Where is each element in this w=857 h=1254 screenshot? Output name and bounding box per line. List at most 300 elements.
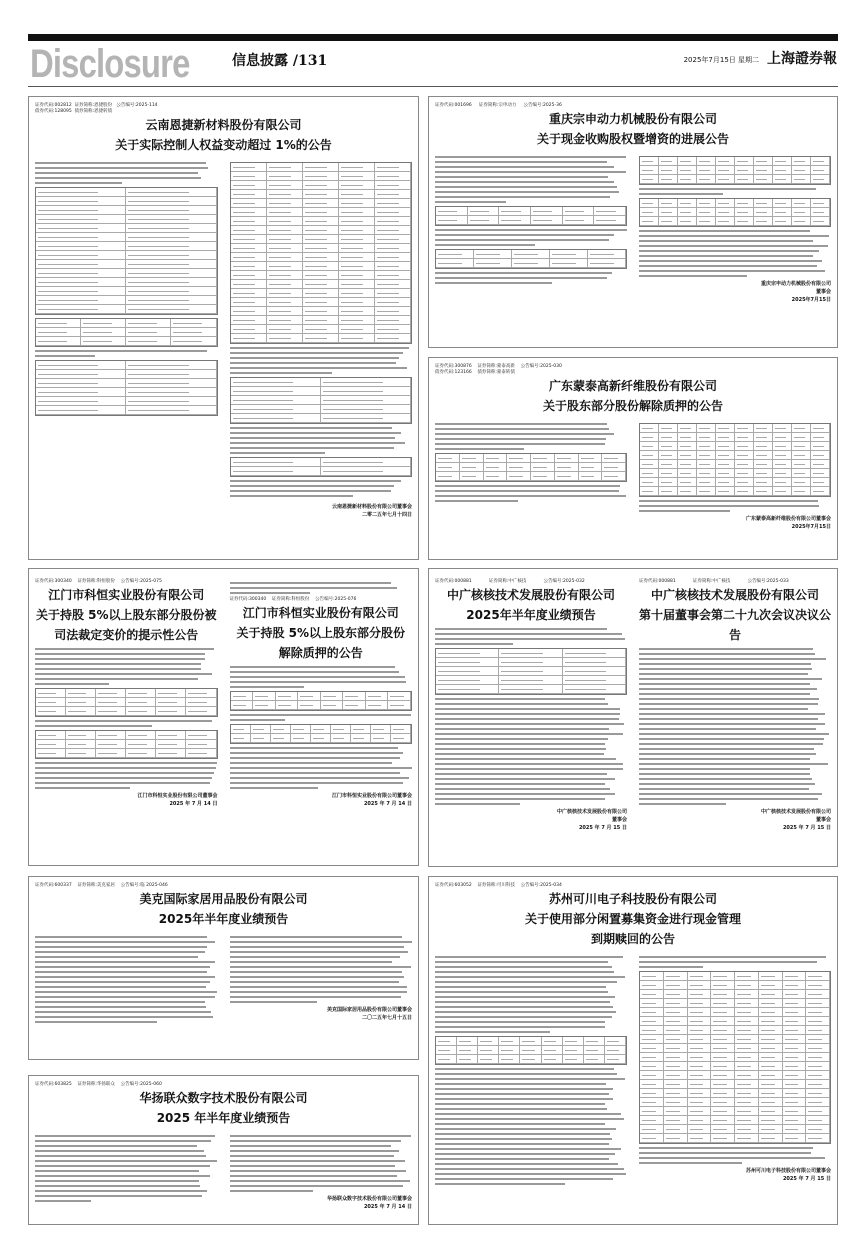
text-line [435,244,535,246]
table-cell [474,250,512,259]
table-cell [303,325,339,334]
table-cell [303,181,339,190]
table-cell [186,707,216,716]
table-cell [478,1055,499,1064]
table-cell [484,472,508,481]
table-cell [156,707,186,716]
table-cell [697,208,716,217]
table-cell [499,1037,520,1046]
text-line [230,961,392,963]
text-line [435,628,607,630]
text-line [35,350,207,352]
text-line [639,748,814,750]
text-line [639,743,823,745]
table-cell [716,460,735,469]
text-line [435,1026,605,1028]
text-line [435,708,620,710]
table-cell [640,175,659,184]
section-title: 信息披露 /131 [232,53,328,69]
table-cell [542,1046,563,1055]
text-line [230,1185,404,1187]
text-line [435,1103,605,1105]
table-cell [659,460,678,469]
text-line [435,1083,606,1085]
table-cell [806,1134,830,1143]
text-line [435,282,552,284]
table-cell [754,217,773,226]
table-cell [640,1008,664,1017]
table-cell [773,217,792,226]
table-cell [36,188,126,197]
table-cell [735,1125,759,1134]
table-cell [267,163,303,172]
table-cell [640,1107,664,1116]
table-cell [499,1055,520,1064]
table-cell [735,487,754,496]
text-line [230,1170,407,1172]
table-cell [697,460,716,469]
notice-signature: 重庆宗申动力机械股份有限公司 董事会 2025年7月15日 [760,281,831,303]
table-cell [231,414,321,423]
table-cell [391,734,411,743]
text-line [35,1175,210,1177]
text-line [435,186,617,188]
table-cell [436,685,499,694]
table-cell [640,217,659,226]
text-line [639,723,825,725]
table-cell [659,217,678,226]
table-cell [659,433,678,442]
text-line [230,372,333,374]
table-cell [688,1080,712,1089]
table-cell [688,1116,712,1125]
notice-body-right [639,420,831,531]
text-line [435,229,627,231]
text-line [435,1113,621,1115]
notice-body-left [35,1132,218,1211]
text-line [639,500,818,502]
table-cell [339,280,375,289]
table-cell [640,981,664,990]
data-table [230,691,413,711]
table-cell [811,460,830,469]
text-line [35,941,215,943]
text-line [230,666,395,668]
table-cell [811,217,830,226]
table-cell [339,226,375,235]
table-cell [640,199,659,208]
table-cell [640,1017,664,1026]
text-line [435,500,518,502]
table-cell [36,319,81,328]
table-cell [231,199,267,208]
table-cell [339,244,375,253]
text-line [639,653,815,655]
table-cell [640,157,659,166]
table-cell [602,454,626,463]
table-cell [783,1107,807,1116]
table-cell [253,701,276,710]
table-cell [773,478,792,487]
table-cell [659,208,678,217]
text-line [435,161,607,163]
table-cell [792,469,811,478]
table-cell [156,731,186,740]
table-cell [276,701,299,710]
table-cell [735,1053,759,1062]
table-cell [339,316,375,325]
text-line [230,941,412,943]
text-line [435,748,606,750]
table-cell [783,1008,807,1017]
table-cell [339,217,375,226]
table-cell [231,734,251,743]
notice-body-right [230,1132,413,1211]
table-cell [579,463,603,472]
table-cell [792,166,811,175]
text-line [35,668,201,670]
table-cell [711,990,735,999]
table-cell [375,334,411,343]
table-cell [291,725,311,734]
text-line [435,443,605,445]
table-cell [339,163,375,172]
table-cell [339,181,375,190]
table-cell [688,1107,712,1116]
text-line [230,966,412,968]
table-cell [436,207,468,216]
text-line [639,683,810,685]
table-cell [36,233,126,242]
text-line [435,234,614,236]
table-cell [640,451,659,460]
table-cell [36,242,126,251]
table-cell [371,725,391,734]
table-cell [231,208,267,217]
table-cell [678,460,697,469]
table-cell [759,990,783,999]
table-cell [735,166,754,175]
table-cell [735,1017,759,1026]
table-cell [783,1125,807,1134]
table-cell [640,1035,664,1044]
table-cell [231,163,267,172]
table-cell [783,999,807,1008]
table-cell [436,676,499,685]
text-line [435,1093,609,1095]
table-cell [711,1080,735,1089]
text-line [230,747,398,749]
table-cell [716,157,735,166]
table-cell [711,1125,735,1134]
table-cell [688,1017,712,1026]
table-cell [678,433,697,442]
table-cell [460,472,484,481]
notice-title: 云南恩捷新材料股份有限公司 关于实际控制人权益变动超过 1%的公告 [115,118,332,152]
text-line [230,347,410,349]
text-line [435,1073,617,1075]
table-cell [303,172,339,181]
table-cell [759,1089,783,1098]
text-line [639,753,816,755]
table-cell [664,990,688,999]
text-line [35,177,201,179]
text-line [35,725,152,727]
text-line [435,793,615,795]
table-cell [303,334,339,343]
table-cell [735,1116,759,1125]
table-cell [811,424,830,433]
table-cell [126,337,171,346]
table-cell [759,1125,783,1134]
text-line [35,1011,211,1013]
text-line [230,1175,397,1177]
table-cell [303,190,339,199]
table-cell [126,287,216,296]
notice-body [639,648,831,805]
table-cell [186,731,216,740]
table-cell [735,990,759,999]
table-cell [231,172,267,181]
table-cell [126,233,216,242]
table-cell [96,707,126,716]
text-line [435,171,626,173]
text-line [435,703,608,705]
table-cell [664,1134,688,1143]
notice-title: 中广核核技术发展股份有限公司 2025年半年度业绩预告 [446,588,615,622]
text-line [435,733,623,735]
table-cell [688,1008,712,1017]
table-cell [375,280,411,289]
table-cell [267,262,303,271]
data-table [435,648,627,695]
table-cell [754,451,773,460]
table-cell [520,1046,541,1055]
table-cell [605,1046,626,1055]
table-cell [640,999,664,1008]
table-cell [811,478,830,487]
table-cell [697,166,716,175]
table-cell [520,1037,541,1046]
text-line [230,352,404,354]
notice-signature: 中广核核技术发展股份有限公司 董事会 2025 年 7 月 15 日 [760,809,831,831]
table-cell [735,1026,759,1035]
table-cell [126,397,216,406]
text-line [639,1152,811,1154]
table-cell [499,216,531,225]
text-line [435,1128,616,1130]
table-cell [664,1035,688,1044]
text-line [35,1195,202,1197]
text-line [230,367,408,369]
notice-codes: 证券代码:002812 证券简称:恩捷股份 公告编号:2025-114 债券代码:128095 债券简称:恩捷转债 [35,103,158,114]
table-cell [640,1044,664,1053]
text-line [230,1180,410,1182]
table-cell [531,216,563,225]
table-cell [36,740,66,749]
table-cell [811,487,830,496]
text-line [35,355,95,357]
table-cell [388,701,411,710]
table-cell [126,740,156,749]
text-line [230,1150,399,1152]
table-cell [339,199,375,208]
text-line [230,671,399,673]
data-table [230,724,413,744]
text-line [35,991,217,993]
table-cell [375,298,411,307]
table-cell [231,692,254,701]
text-line [639,728,816,730]
text-line [35,1160,217,1162]
text-line [230,1190,314,1192]
table-cell [331,734,351,743]
text-line [435,176,608,178]
text-line [435,490,619,492]
table-cell [716,217,735,226]
table-cell [806,981,830,990]
text-line [435,1148,621,1150]
text-line [435,1068,614,1070]
text-line [35,720,212,722]
table-cell [126,361,216,370]
table-cell [126,197,216,206]
text-line [230,427,392,429]
text-line [35,658,205,660]
table-cell [436,454,460,463]
table-cell [678,208,697,217]
table-cell [759,1080,783,1089]
table-cell [754,166,773,175]
table-cell [171,328,216,337]
table-cell [711,1089,735,1098]
table-cell [436,1055,457,1064]
table-cell [126,731,156,740]
table-cell [735,1008,759,1017]
text-line [35,787,130,789]
table-cell [66,689,96,698]
text-line [639,693,810,695]
text-line [230,767,412,769]
table-cell [735,999,759,1008]
text-line [435,1078,625,1080]
table-cell [716,166,735,175]
text-line [435,277,607,279]
table-cell [640,1080,664,1089]
table-cell [436,259,474,268]
table-cell [388,692,411,701]
table-cell [659,469,678,478]
table-cell [339,190,375,199]
table-cell [375,244,411,253]
table-cell [171,337,216,346]
table-cell [640,1134,664,1143]
table-cell [321,701,344,710]
table-cell [126,296,216,305]
table-cell [375,271,411,280]
table-cell [96,731,126,740]
table-cell [555,463,579,472]
table-cell [735,157,754,166]
table-cell [375,163,411,172]
text-line [230,362,397,364]
table-cell [640,972,664,981]
table-cell [678,217,697,226]
text-line [435,1006,613,1008]
table-cell [711,1026,735,1035]
table-cell [81,337,126,346]
table-cell [640,1062,664,1071]
table-cell [697,469,716,478]
text-line [35,981,210,983]
table-cell [339,334,375,343]
table-cell [271,725,291,734]
text-line [230,1140,402,1142]
table-cell [303,199,339,208]
table-cell [339,208,375,217]
table-cell [640,990,664,999]
table-cell [806,1107,830,1116]
text-line [639,966,703,968]
text-line [435,1118,624,1120]
table-cell [126,370,216,379]
table-cell [640,460,659,469]
table-cell [678,175,697,184]
table-cell [231,235,267,244]
table-cell [754,433,773,442]
table-cell [156,698,186,707]
table-cell [811,157,830,166]
text-line [35,663,201,665]
table-cell [126,328,171,337]
table-cell [375,226,411,235]
data-table [435,1036,627,1065]
table-cell [563,207,595,216]
table-cell [375,190,411,199]
table-cell [66,698,96,707]
notice-signature: 华扬联众数字技术股份有限公司董事会 2025 年 7 月 14 日 [326,1196,412,1210]
table-cell [640,208,659,217]
text-line [35,971,207,973]
notice-body [230,666,413,789]
table-cell [773,487,792,496]
table-cell [436,216,468,225]
table-cell [457,1037,478,1046]
table-cell [96,749,126,758]
table-cell [697,217,716,226]
text-line [435,196,610,198]
text-line [35,1145,197,1147]
table-cell [588,259,626,268]
text-line [230,432,402,434]
text-line [639,788,809,790]
table-cell [267,181,303,190]
table-cell [499,649,562,658]
table-cell [640,424,659,433]
table-cell [688,1062,712,1071]
text-line [435,758,616,760]
notice-title: 广东蒙泰高新纤维股份有限公司 关于股东部分股份解除质押的公告 [542,379,723,413]
text-line [230,936,403,938]
notice-keheng-075 [35,579,218,808]
table-cell [754,469,773,478]
notice-signature: 江门市科恒实业股份有限公司董事会 2025 年 7 月 14 日 [137,793,218,807]
table-cell [36,370,126,379]
table-cell [66,731,96,740]
table-cell [735,433,754,442]
table-cell [792,157,811,166]
text-line [435,485,620,487]
